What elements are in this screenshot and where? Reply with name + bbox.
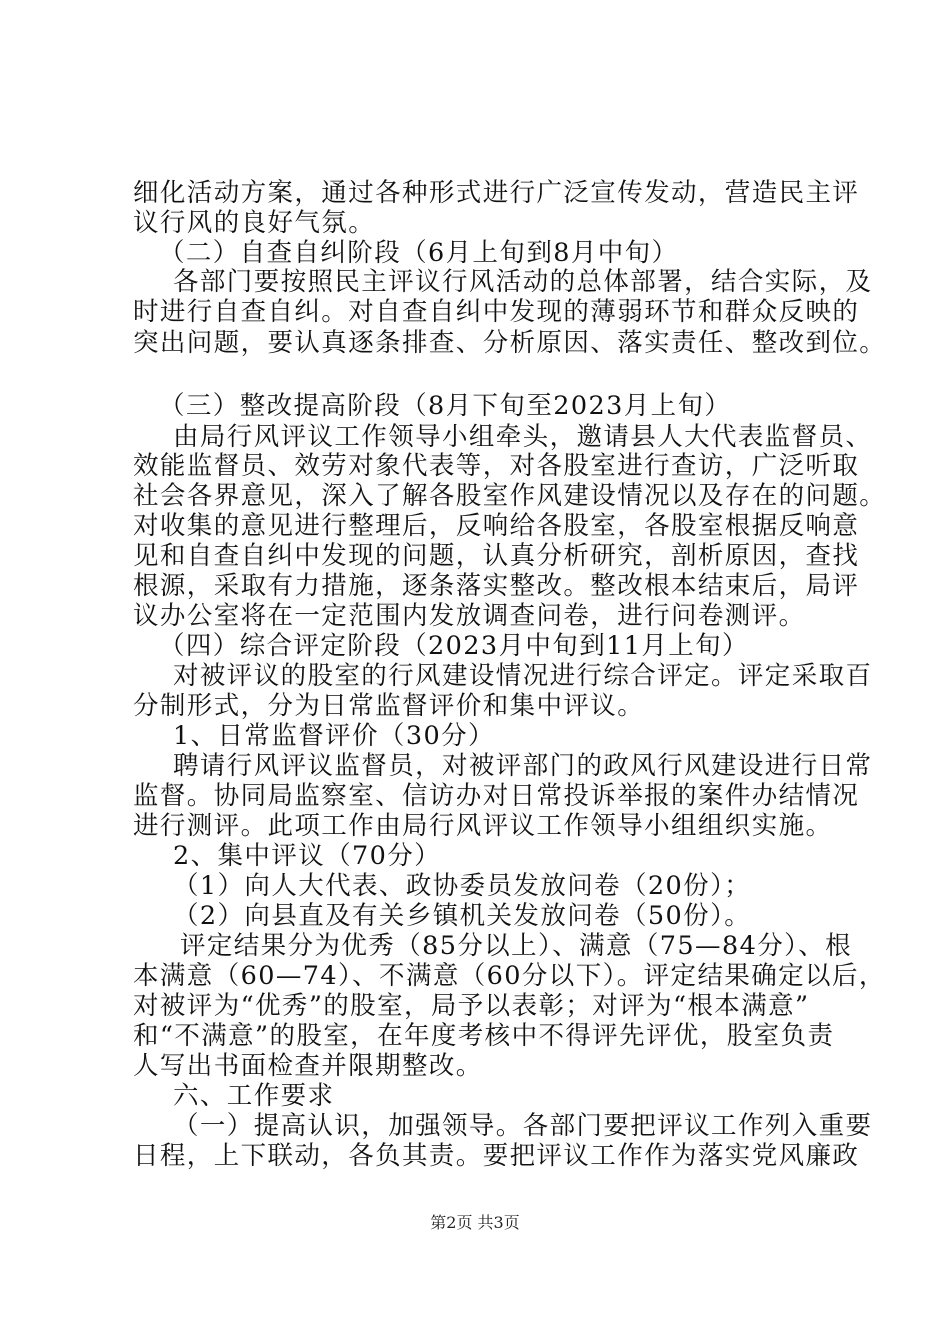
text-line: 监督。协同局监察室、信访办对日常投诉举报的案件办结情况 <box>133 781 860 811</box>
text-line: 日程，上下联动，各负其责。要把评议工作作为落实党风廉政 <box>133 1141 860 1171</box>
text-line: 本满意（60—74）、不满意（60分以下）。评定结果确定以后， <box>133 961 886 991</box>
text-line: 议行风的良好气氛。 <box>133 208 376 238</box>
text-line: 评定结果分为优秀（85分以上）、满意（75—84分）、根 <box>180 931 853 961</box>
list-item: （1）向人大代表、政协委员发放问卷（20份）； <box>173 871 752 901</box>
text-line: 聘请行风评议监督员，对被评部门的政风行风建设进行日常 <box>173 751 873 781</box>
text-line: 突出问题，要认真逐条排查、分析原因、落实责任、整改到位。 <box>133 328 887 358</box>
text-line: （一）提高认识，加强领导。各部门要把评议工作列入重要 <box>173 1111 873 1141</box>
text-line: 对被评议的股室的行风建设情况进行综合评定。评定采取百 <box>173 661 873 691</box>
text-line: 人写出书面检查并限期整改。 <box>133 1051 483 1081</box>
section-heading: 六、工作要求 <box>173 1081 335 1111</box>
text-line: 各部门要按照民主评议行风活动的总体部署，结合实际，及 <box>173 267 873 297</box>
sub-heading: 2、集中评议（70分） <box>173 841 442 871</box>
text-line: 进行测评。此项工作由局行风评议工作领导小组组织实施。 <box>133 811 833 841</box>
section-heading: （四）综合评定阶段（2023月中旬到11月上旬） <box>159 631 749 661</box>
text-line: 和“不满意”的股室，在年度考核中不得评先评优，股室负责 <box>133 1021 835 1051</box>
text-line: 社会各界意见，深入了解各股室作风建设情况以及存在的问题。 <box>133 481 887 511</box>
section-heading: （二）自查自纠阶段（6月上旬到8月中旬） <box>159 238 679 268</box>
text-line: 细化活动方案，通过各种形式进行广泛宣传发动，营造民主评 <box>133 178 860 208</box>
section-heading: （三）整改提高阶段（8月下旬至2023月上旬） <box>159 391 732 421</box>
text-line: 效能监督员、效劳对象代表等，对各股室进行查访，广泛听取 <box>133 451 860 481</box>
text-line: 见和自查自纠中发现的问题，认真分析研究，剖析原因，查找 <box>133 541 860 571</box>
text-line: 对被评为“优秀”的股室，局予以表彰；对评为“根本满意” <box>133 991 810 1021</box>
text-line: 分制形式，分为日常监督评价和集中评议。 <box>133 691 645 721</box>
text-line: 时进行自查自纠。对自查自纠中发现的薄弱环节和群众反映的 <box>133 297 860 327</box>
sub-heading: 1、日常监督评价（30分） <box>173 721 495 751</box>
page-number: 第2页 共3页 <box>430 1213 520 1232</box>
list-item: （2）向县直及有关乡镇机关发放问卷（50份）。 <box>173 901 752 931</box>
text-line: 根源，采取有力措施，逐条落实整改。整改根本结束后，局评 <box>133 571 860 601</box>
text-line: 议办公室将在一定范围内发放调查问卷，进行问卷测评。 <box>133 601 806 631</box>
text-line: 对收集的意见进行整理后，反响给各股室，各股室根据反响意 <box>133 511 860 541</box>
text-line: 由局行风评议工作领导小组牵头，邀请县人大代表监督员、 <box>173 422 873 452</box>
